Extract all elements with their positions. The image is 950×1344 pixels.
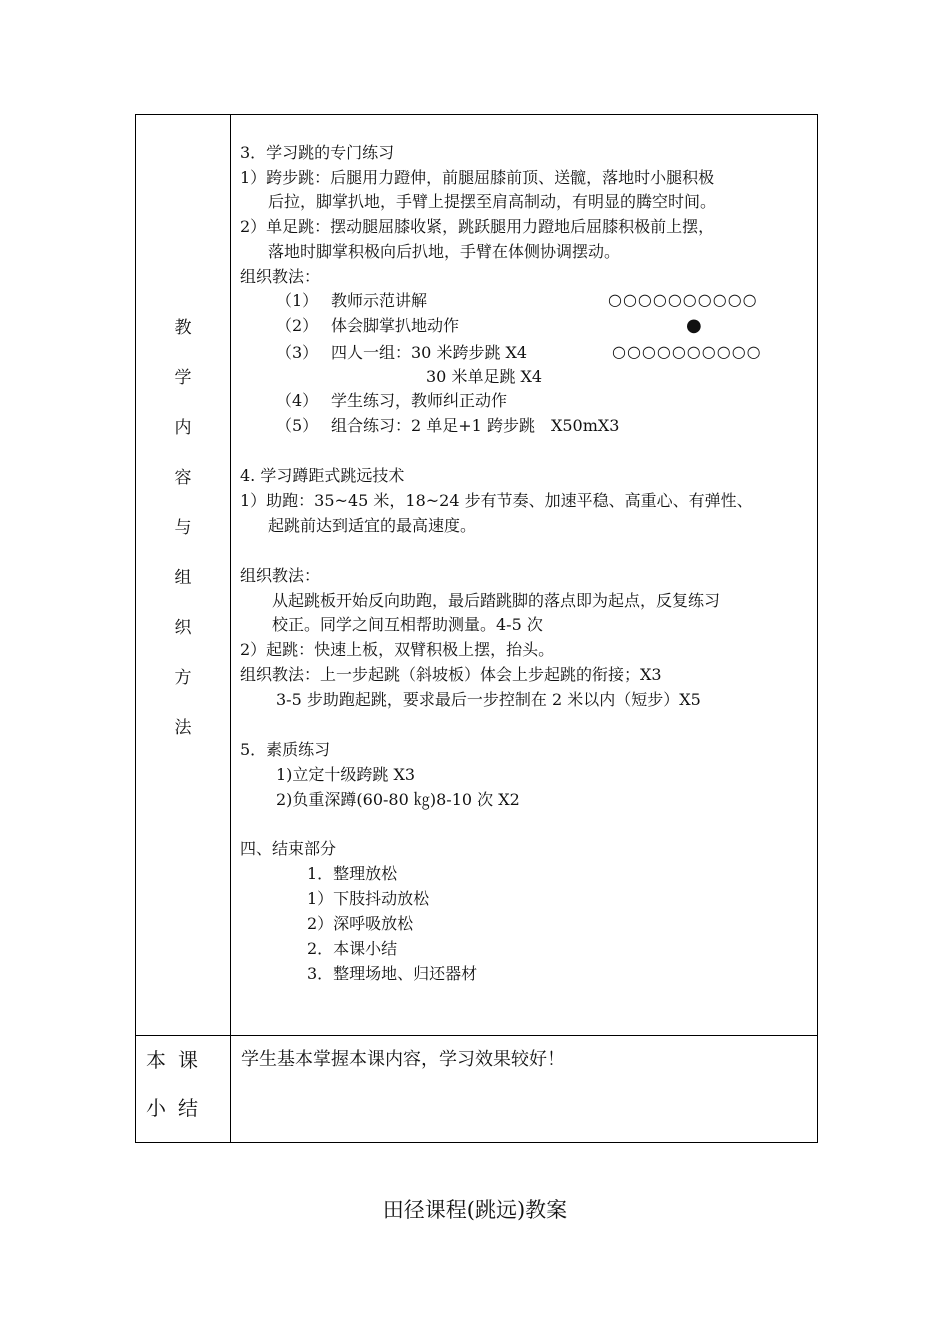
side-label-char: 织: [174, 618, 192, 638]
ending-line: 3．整理场地、归还器材: [307, 964, 478, 983]
side-label-char: 法: [174, 718, 192, 738]
ending-line: 2）深呼吸放松: [307, 914, 414, 933]
step-text: 四人一组：30 米跨步跳 X4: [331, 343, 528, 362]
formation-row-top: ○○○○○○○○○○: [608, 290, 758, 309]
side-label-char: 与: [174, 518, 192, 538]
formation-teacher-marker: ●: [686, 315, 702, 336]
section3-org-heading: 组织教法：: [240, 267, 321, 286]
side-label-cell: [136, 115, 231, 1036]
summary-text: 学生基本掌握本课内容，学习效果较好！: [241, 1049, 565, 1070]
side-label-char: 教: [174, 318, 192, 338]
summary-row: [136, 1036, 818, 1143]
next-page-title: 田径课程(跳远)教案: [382, 1198, 568, 1222]
summary-text-cell: [231, 1036, 818, 1143]
formation-row-bottom: ○○○○○○○○○○: [612, 342, 762, 361]
section5-item2: 2)负重深蹲(60-80 ㎏)8-10 次 X2: [276, 790, 520, 809]
step-text: 学生练习，教师纠正动作: [331, 391, 508, 410]
content-row: [136, 115, 818, 1036]
section4-item1-line1: 1）助跑：35~45 米，18~24 步有节奏、加速平稳、高重心、有弹性、: [240, 491, 753, 510]
side-label-char: 组: [174, 568, 192, 588]
side-label-char: 方: [174, 668, 192, 688]
content-cell: [231, 115, 818, 1036]
section4-org2-line1: 组织教法：上一步起跳（斜坡板）体会上步起跳的衔接；X3: [240, 665, 662, 684]
ending-heading: 四、结束部分: [240, 839, 337, 858]
step-number: （4）: [276, 391, 319, 410]
section4-heading: 4. 学习蹲距式跳远技术: [240, 466, 405, 485]
section3-item2-line2: 落地时脚掌积极向后扒地，手臂在体侧协调摆动。: [268, 242, 621, 261]
section3-item1-line2: 后拉，脚掌扒地，手臂上提摆至肩高制动，有明显的腾空时间。: [268, 192, 717, 211]
section4-org-line2: 校正。同学之间互相帮助测量。4-5 次: [272, 615, 543, 634]
step-text: 30 米单足跳 X4: [426, 367, 543, 386]
step-number: （2）: [276, 316, 319, 335]
summary-label-cell: [136, 1036, 231, 1143]
side-label-vertical: [136, 115, 230, 766]
section4-org-heading: 组织教法：: [240, 566, 321, 585]
side-label-char: 学: [174, 368, 192, 388]
side-label-char: 内: [174, 418, 192, 438]
lesson-content: [231, 115, 817, 1035]
lesson-plan-table: [135, 114, 818, 1143]
step-text: 体会脚掌扒地动作: [331, 316, 460, 335]
step-text: 组合练习：2 单足+1 跨步跳 X50mX3: [331, 416, 620, 435]
section5-heading: 5．素质练习: [240, 740, 331, 759]
ending-line: 2．本课小结: [307, 939, 398, 958]
summary-label: [136, 1036, 230, 1142]
section3-item2-line1: 2）单足跳：摆动腿屈膝收紧，跳跃腿用力蹬地后屈膝积极前上摆，: [240, 217, 715, 236]
ending-line: 1．整理放松: [307, 864, 398, 883]
step-number: （5）: [276, 416, 319, 435]
section3-item1-line1: 1）跨步跳：后腿用力蹬伸，前腿屈膝前顶、送髋，落地时小腿积极: [240, 168, 715, 187]
section4-org2-line2: 3-5 步助跑起跳，要求最后一步控制在 2 米以内（短步）X5: [276, 690, 701, 709]
summary-label-line2: 小结: [146, 1096, 210, 1120]
side-label-char: 容: [174, 468, 192, 488]
section4-org-line1: 从起跳板开始反向助跑，最后踏跳脚的落点即为起点，反复练习: [272, 591, 721, 610]
section3-heading: 3．学习跳的专门练习: [240, 143, 395, 162]
step-number: （3）: [276, 343, 319, 362]
section4-item1-line2: 起跳前达到适宜的最高速度。: [268, 516, 477, 535]
step-text: 教师示范讲解: [331, 291, 428, 310]
summary-label-line1: 本课: [146, 1048, 210, 1072]
ending-line: 1）下肢抖动放松: [307, 889, 430, 908]
section5-item1: 1)立定十级跨跳 X3: [276, 765, 416, 784]
section4-item2: 2）起跳：快速上板，双臂积极上摆，抬头。: [240, 640, 555, 659]
step-number: （1）: [276, 291, 319, 310]
